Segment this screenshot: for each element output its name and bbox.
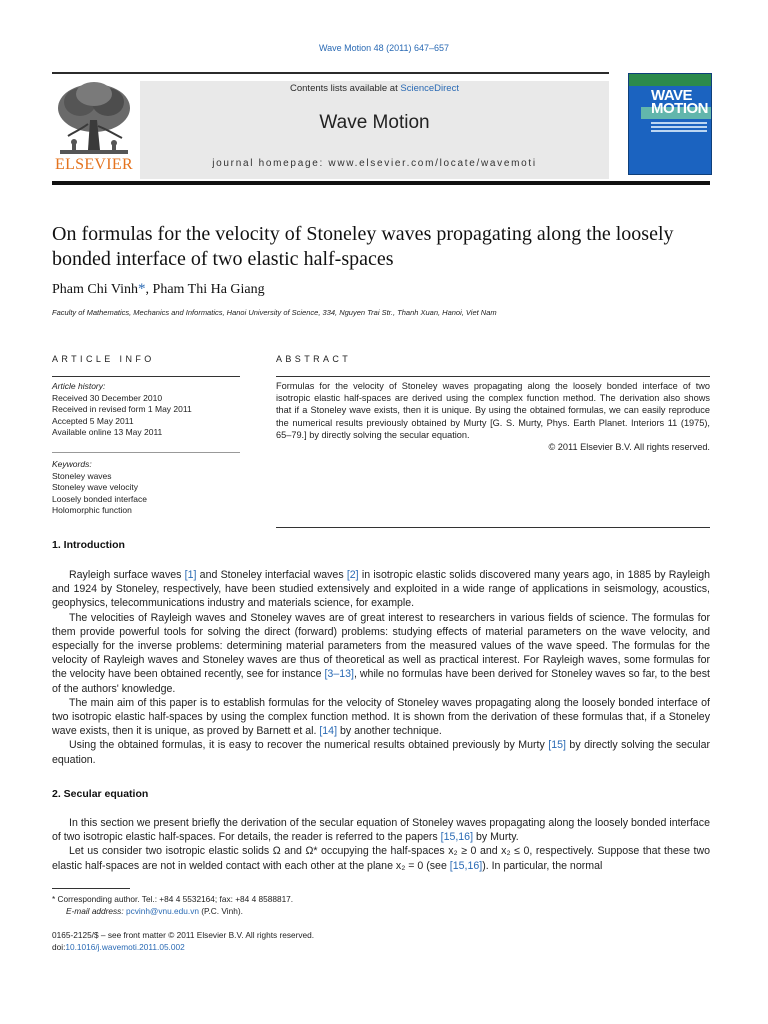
section-1-heading: 1. Introduction — [52, 539, 125, 551]
history-online: Available online 13 May 2011 — [52, 427, 163, 437]
abstract-bottom-divider — [276, 527, 710, 528]
email-suffix: (P.C. Vinh). — [198, 906, 243, 916]
article-info-heading: ARTICLE INFO — [52, 354, 155, 364]
doi-line — [52, 941, 314, 953]
text-run: Using the obtained formulas, it is easy to recover the numerical results obtained previously by Murty — [69, 739, 549, 752]
cover-title-line1: WAVE — [651, 87, 693, 104]
corresponding-author-note: * Corresponding author. Tel.: +84 4 5532164; fax: +84 4 8588817. — [52, 894, 294, 904]
keyword-item: Stoneley waves — [52, 470, 112, 481]
history-accepted: Accepted 5 May 2011 — [52, 415, 134, 426]
citation-link[interactable]: [14] — [319, 725, 338, 738]
abstract-heading: ABSTRACT — [276, 354, 352, 364]
citation-link[interactable]: [2] — [346, 569, 359, 581]
paragraph — [52, 816, 710, 844]
journal-cover-image — [628, 73, 712, 175]
email-link[interactable]: pcvinh@vnu.edu.vn — [125, 906, 199, 916]
email-line — [52, 905, 293, 917]
text-run: Let us consider two isotropic elastic solids Ω and Ω* occupying the half-spaces x₂ ≥ 0 and x₂ ≤ 0, respectively. Suppose that these two elastic half-spaces are not in welded contact with each other at the plane x₂ = 0 (see — [52, 845, 710, 872]
elsevier-wordmark: ELSEVIER — [55, 156, 133, 173]
section-2-body — [52, 816, 710, 873]
paragraph — [52, 844, 710, 872]
citation-link[interactable]: [15,16] — [440, 831, 474, 844]
keywords-label: Keywords: — [52, 459, 92, 469]
elsevier-logo — [52, 80, 136, 176]
section-2-heading: 2. Secular equation — [52, 788, 149, 800]
affiliation: Faculty of Mathematics, Mechanics and Informatics, Hanoi University of Science, 334, Nguyen Trai Str., Thanh Xuan, Hanoi, Viet Nam — [52, 308, 497, 317]
text-run: by Murty. — [473, 831, 519, 844]
cover-subtitle-lines — [651, 122, 707, 124]
text-run: , while no formulas have been derived for Stoneley waves so far, to the best of the authors' knowledge. — [52, 668, 710, 695]
sciencedirect-link[interactable]: ScienceDirect — [400, 83, 459, 94]
abstract-copyright: © 2011 Elsevier B.V. All rights reserved. — [548, 442, 710, 453]
authors — [52, 281, 265, 298]
abstract-divider — [276, 376, 710, 377]
footnote — [52, 893, 293, 917]
author-separator: , — [145, 282, 153, 297]
paragraph — [52, 738, 710, 766]
keyword-item: Loosely bonded interface — [52, 493, 147, 504]
cover-title — [651, 89, 708, 115]
citation-link[interactable]: [1] — [184, 569, 197, 581]
text-run: The main aim of this paper is to establish formulas for the velocity of Stoneley waves propagating along the loosely bonded interface of two isotropic elastic half-spaces by using the complex function method. It is shown from the derivation of these formulas that, if a Stoneley wave exists, then it is unique, as proved by Barnett et al. — [52, 696, 710, 738]
journal-citation[interactable]: Wave Motion 48 (2011) 647–657 — [318, 43, 450, 53]
text-run: ). In particular, the normal — [482, 859, 603, 872]
abstract-text: Formulas for the velocity of Stoneley waves propagating along the loosely bonded interface of two isotropic elastic half-spaces are derived using the complex function method. The derivation also shows that if a Stoneley wave exists, then it is unique. By using the obtained formulas, we can easily reproduce the numerical results previously obtained by Murty [G. S. Murty, Phys. Earth Planet. Interiors 11 (1975), 65–79.] by directly solving the secular equation. — [276, 381, 710, 440]
corresponding-author-mark[interactable]: * — [138, 281, 146, 297]
article-history — [52, 381, 242, 439]
history-received: Received 30 December 2010 — [52, 392, 163, 403]
abstract-body — [276, 380, 710, 453]
text-run: and Stoneley interfacial waves — [196, 569, 347, 581]
doi-link[interactable]: 10.1016/j.wavemoti.2011.05.002 — [65, 942, 185, 952]
contents-line — [140, 83, 609, 94]
top-divider — [52, 72, 609, 74]
keyword-item: Holomorphic function — [52, 505, 132, 515]
paragraph — [52, 568, 710, 611]
cover-title-line2: MOTION — [651, 100, 708, 117]
text-run: by another technique. — [337, 725, 442, 738]
issn-line: 0165-2125/$ – see front matter © 2011 Elsevier B.V. All rights reserved. — [52, 930, 315, 940]
cover-band-top — [629, 74, 711, 86]
article-history-label: Article history: — [52, 381, 106, 391]
journal-name: Wave Motion — [319, 112, 430, 133]
footnote-divider — [52, 888, 130, 889]
text-run: Rayleigh surface waves — [69, 569, 185, 581]
citation-link[interactable]: [15] — [548, 739, 566, 752]
paragraph — [52, 611, 710, 696]
contents-prefix: Contents lists available at — [290, 83, 401, 94]
paragraph — [52, 696, 710, 739]
history-divider — [52, 452, 240, 453]
author-1: Pham Chi Vinh — [52, 282, 139, 297]
author-2: Pham Thi Ha Giang — [152, 282, 265, 297]
elsevier-tree-icon — [52, 80, 136, 156]
text-run: The velocities of Rayleigh waves and Stoneley waves are of great interest to researchers in various fields of science. The formulas for them provide powerful tools for solving the direct (forward) problems: studying effects of material parameters on the wave velocity, and especially for the inverse problems: determining material parameters from the measured values of the wave speed. The formulas for the velocity of Rayleigh waves and Stoneley waves are thus of theoretical as well as practical interest. For Rayleigh waves, some formulas for the velocity have been obtained recently, see for instance — [52, 611, 710, 681]
citation-link[interactable]: [15,16] — [449, 859, 483, 872]
citation-link[interactable]: [3–13] — [324, 668, 354, 681]
journal-homepage[interactable]: journal homepage: www.elsevier.com/locate/wavemoti — [212, 158, 537, 169]
text-run: in isotropic elastic solids discovered many years ago, in 1885 by Rayleigh and 1924 by Stoneley, respectively, have been studied extensively and exploited in a wide range of applications in seismology, acoustics, geophysics, telecommunications industry and materials science, for example. — [52, 569, 710, 610]
publishing-info — [52, 929, 314, 953]
article-title: On formulas for the velocity of Stoneley waves propagating along the loosely bonded interface of two elastic half-spaces — [52, 223, 674, 270]
text-run: In this section we present briefly the derivation of the secular equation of Stoneley waves propagating along the loosely bonded interface of two isotropic elastic half-spaces. For details, the reader is referred to the papers — [52, 817, 710, 844]
header-divider — [52, 181, 710, 185]
doi-label: doi: — [52, 942, 66, 952]
keyword-item: Stoneley wave velocity — [52, 482, 138, 492]
history-revised: Received in revised form 1 May 2011 — [52, 404, 192, 414]
email-label: E-mail address: — [66, 906, 126, 916]
keywords — [52, 459, 242, 517]
article-info-divider — [52, 376, 240, 377]
section-1-body — [52, 568, 710, 767]
text-run: by directly solving the secular equation. — [52, 739, 710, 766]
